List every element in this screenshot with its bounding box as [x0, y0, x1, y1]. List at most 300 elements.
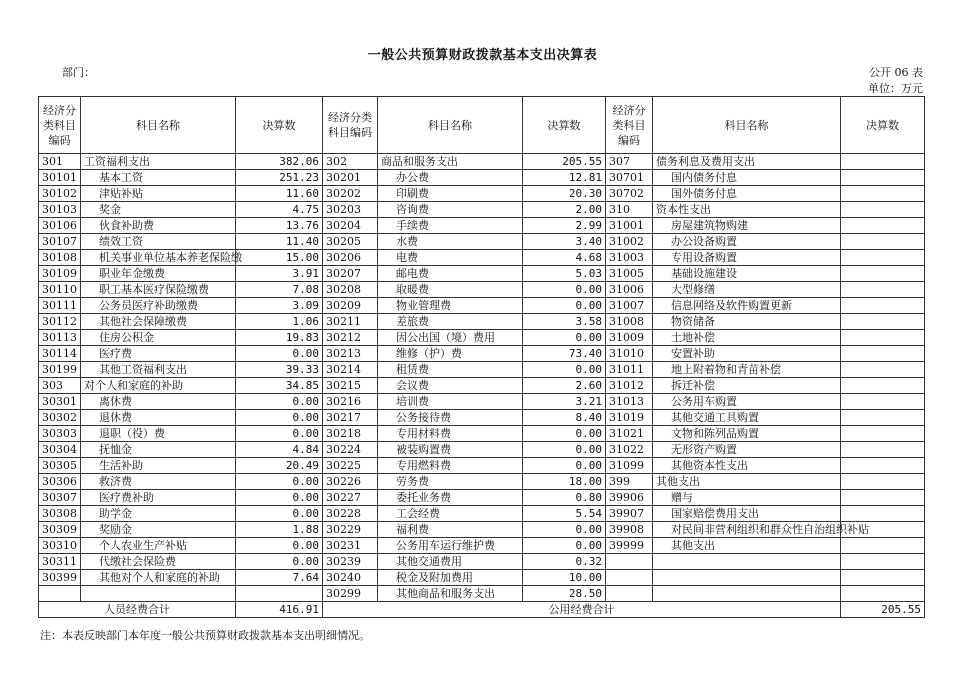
name-cell: 其他支出	[653, 474, 841, 490]
table-row	[39, 266, 925, 282]
name-cell: 拆迁补偿	[653, 378, 841, 394]
amount-cell: 3.91	[236, 266, 323, 282]
name-cell: 房屋建筑物购建	[653, 218, 841, 234]
amount-cell: 4.84	[236, 442, 323, 458]
code-cell: 30399	[39, 570, 81, 586]
header-name-3: 科目名称	[653, 97, 841, 154]
code-cell: 30113	[39, 330, 81, 346]
name-cell: 因公出国（境）费用	[378, 330, 523, 346]
table-row	[39, 490, 925, 506]
table-row	[39, 426, 925, 442]
amount-cell	[841, 314, 925, 330]
code-cell: 31002	[606, 234, 653, 250]
amount-cell	[841, 170, 925, 186]
name-cell: 差旅费	[378, 314, 523, 330]
amount-cell: 0.00	[236, 554, 323, 570]
name-cell: 公务用车运行维护费	[378, 538, 523, 554]
table-row	[39, 522, 925, 538]
amount-cell: 20.30	[523, 186, 606, 202]
code-cell: 30102	[39, 186, 81, 202]
code-cell: 39908	[606, 522, 653, 538]
table-header-row	[39, 97, 925, 154]
code-cell: 30702	[606, 186, 653, 202]
name-cell: 工资福利支出	[81, 154, 236, 170]
form-number: 公开 06 表	[869, 66, 923, 79]
amount-cell	[841, 506, 925, 522]
code-cell: 30228	[323, 506, 378, 522]
table-row	[39, 170, 925, 186]
table-row	[39, 314, 925, 330]
amount-cell	[841, 586, 925, 602]
name-cell: 办公设备购置	[653, 234, 841, 250]
name-cell: 奖励金	[81, 522, 236, 538]
code-cell: 30114	[39, 346, 81, 362]
code-cell: 30211	[323, 314, 378, 330]
amount-cell	[841, 218, 925, 234]
code-cell: 30304	[39, 442, 81, 458]
name-cell: 个人农业生产补贴	[81, 538, 236, 554]
name-cell: 土地补偿	[653, 330, 841, 346]
table-row	[39, 378, 925, 394]
amount-cell: 19.83	[236, 330, 323, 346]
name-cell: 伙食补助费	[81, 218, 236, 234]
amount-cell: 0.00	[523, 442, 606, 458]
table-row	[39, 346, 925, 362]
code-cell: 30209	[323, 298, 378, 314]
code-cell: 30216	[323, 394, 378, 410]
amount-cell: 18.00	[523, 474, 606, 490]
amount-cell: 3.09	[236, 298, 323, 314]
code-cell: 30109	[39, 266, 81, 282]
name-cell: 会议费	[378, 378, 523, 394]
code-cell: 30110	[39, 282, 81, 298]
amount-cell	[841, 362, 925, 378]
amount-cell: 0.00	[523, 362, 606, 378]
code-cell: 30299	[323, 586, 378, 602]
code-cell: 30107	[39, 234, 81, 250]
table-row	[39, 330, 925, 346]
name-cell: 办公费	[378, 170, 523, 186]
code-cell: 31021	[606, 426, 653, 442]
footnote: 注：本表反映部门本年度一般公共预算财政拨款基本支出明细情况。	[40, 629, 370, 642]
amount-cell	[841, 474, 925, 490]
code-cell: 30204	[323, 218, 378, 234]
code-cell: 30218	[323, 426, 378, 442]
unit-label: 单位：万元	[868, 82, 923, 95]
code-cell	[606, 586, 653, 602]
name-cell	[653, 586, 841, 602]
amount-cell	[841, 442, 925, 458]
name-cell: 被装购置费	[378, 442, 523, 458]
name-cell: 退职（役）费	[81, 426, 236, 442]
name-cell: 对民间非营利组织和群众性自治组织补贴	[653, 522, 841, 538]
code-cell: 31010	[606, 346, 653, 362]
name-cell: 职工基本医疗保险缴费	[81, 282, 236, 298]
code-cell: 30308	[39, 506, 81, 522]
name-cell: 租赁费	[378, 362, 523, 378]
table-row	[39, 362, 925, 378]
totals-row	[39, 602, 925, 618]
code-cell: 301	[39, 154, 81, 170]
name-cell: 水费	[378, 234, 523, 250]
name-cell: 医疗费补助	[81, 490, 236, 506]
amount-cell: 3.40	[523, 234, 606, 250]
code-cell: 31008	[606, 314, 653, 330]
name-cell: 离休费	[81, 394, 236, 410]
code-cell: 30225	[323, 458, 378, 474]
amount-cell: 0.00	[523, 458, 606, 474]
table-row	[39, 570, 925, 586]
code-cell: 30701	[606, 170, 653, 186]
name-cell: 公务接待费	[378, 410, 523, 426]
name-cell: 大型修缮	[653, 282, 841, 298]
code-cell: 30101	[39, 170, 81, 186]
code-cell: 302	[323, 154, 378, 170]
amount-cell: 13.76	[236, 218, 323, 234]
amount-cell	[841, 250, 925, 266]
amount-cell: 12.81	[523, 170, 606, 186]
amount-cell: 0.32	[523, 554, 606, 570]
code-cell: 30112	[39, 314, 81, 330]
amount-cell	[841, 346, 925, 362]
code-cell: 303	[39, 378, 81, 394]
name-cell: 福利费	[378, 522, 523, 538]
code-cell: 30203	[323, 202, 378, 218]
name-cell: 生活补助	[81, 458, 236, 474]
amount-cell: 0.00	[236, 490, 323, 506]
name-cell: 职业年金缴费	[81, 266, 236, 282]
name-cell: 专用设备购置	[653, 250, 841, 266]
amount-cell	[841, 538, 925, 554]
amount-cell: 8.40	[523, 410, 606, 426]
amount-cell: 0.00	[523, 426, 606, 442]
name-cell: 专用材料费	[378, 426, 523, 442]
table-row	[39, 218, 925, 234]
name-cell: 劳务费	[378, 474, 523, 490]
amount-cell: 2.00	[523, 202, 606, 218]
page-title: 一般公共预算财政拨款基本支出决算表	[367, 48, 598, 63]
name-cell: 电费	[378, 250, 523, 266]
code-cell: 30103	[39, 202, 81, 218]
amount-cell	[841, 266, 925, 282]
table-row	[39, 154, 925, 170]
code-cell: 30311	[39, 554, 81, 570]
amount-cell: 11.60	[236, 186, 323, 202]
table-row	[39, 186, 925, 202]
amount-cell: 7.08	[236, 282, 323, 298]
name-cell: 资本性支出	[653, 202, 841, 218]
name-cell: 文物和陈列品购置	[653, 426, 841, 442]
amount-cell	[841, 458, 925, 474]
code-cell: 30224	[323, 442, 378, 458]
amount-cell: 34.85	[236, 378, 323, 394]
name-cell: 代缴社会保险费	[81, 554, 236, 570]
name-cell: 工会经费	[378, 506, 523, 522]
code-cell	[39, 586, 81, 602]
amount-cell	[236, 586, 323, 602]
header-name-2: 科目名称	[378, 97, 523, 154]
name-cell: 其他对个人和家庭的补助	[81, 570, 236, 586]
amount-cell: 0.00	[236, 426, 323, 442]
code-cell: 30111	[39, 298, 81, 314]
amount-cell	[841, 426, 925, 442]
amount-cell	[841, 154, 925, 170]
table-row	[39, 298, 925, 314]
name-cell	[81, 586, 236, 602]
name-cell: 助学金	[81, 506, 236, 522]
amount-cell: 11.40	[236, 234, 323, 250]
amount-cell: 205.55	[523, 154, 606, 170]
code-cell: 30229	[323, 522, 378, 538]
public-total-label: 公用经费合计	[323, 602, 841, 618]
amount-cell: 0.00	[523, 330, 606, 346]
code-cell: 30207	[323, 266, 378, 282]
name-cell: 安置补助	[653, 346, 841, 362]
amount-cell	[841, 186, 925, 202]
name-cell: 培训费	[378, 394, 523, 410]
code-cell: 30310	[39, 538, 81, 554]
header-code-2: 经济分类科目编码	[323, 97, 378, 154]
amount-cell	[841, 378, 925, 394]
code-cell: 30212	[323, 330, 378, 346]
name-cell: 机关事业单位基本养老保险缴	[81, 250, 236, 266]
header-amount-2: 决算数	[523, 97, 606, 154]
amount-cell: 2.99	[523, 218, 606, 234]
code-cell: 30202	[323, 186, 378, 202]
code-cell: 39907	[606, 506, 653, 522]
code-cell: 30231	[323, 538, 378, 554]
name-cell: 其他社会保障缴费	[81, 314, 236, 330]
code-cell: 31001	[606, 218, 653, 234]
amount-cell: 0.00	[236, 394, 323, 410]
amount-cell	[841, 490, 925, 506]
amount-cell	[841, 282, 925, 298]
code-cell: 30108	[39, 250, 81, 266]
amount-cell: 0.00	[523, 298, 606, 314]
amount-cell	[841, 330, 925, 346]
code-cell: 30302	[39, 410, 81, 426]
amount-cell	[841, 298, 925, 314]
amount-cell: 0.00	[236, 346, 323, 362]
code-cell: 31012	[606, 378, 653, 394]
code-cell: 31022	[606, 442, 653, 458]
amount-cell: 28.50	[523, 586, 606, 602]
code-cell: 30205	[323, 234, 378, 250]
name-cell: 津贴补贴	[81, 186, 236, 202]
amount-cell: 39.33	[236, 362, 323, 378]
header-code-3: 经济分类科目编码	[606, 97, 653, 154]
amount-cell: 7.64	[236, 570, 323, 586]
code-cell: 30301	[39, 394, 81, 410]
code-cell	[606, 570, 653, 586]
code-cell: 31019	[606, 410, 653, 426]
name-cell: 取暖费	[378, 282, 523, 298]
amount-cell: 0.00	[523, 538, 606, 554]
amount-cell: 0.00	[236, 410, 323, 426]
amount-cell: 0.00	[236, 474, 323, 490]
name-cell: 无形资产购置	[653, 442, 841, 458]
name-cell: 委托业务费	[378, 490, 523, 506]
name-cell: 绩效工资	[81, 234, 236, 250]
table-row	[39, 586, 925, 602]
name-cell: 印刷费	[378, 186, 523, 202]
name-cell: 国外债务付息	[653, 186, 841, 202]
name-cell: 税金及附加费用	[378, 570, 523, 586]
name-cell: 医疗费	[81, 346, 236, 362]
code-cell: 30206	[323, 250, 378, 266]
code-cell: 30240	[323, 570, 378, 586]
name-cell: 其他支出	[653, 538, 841, 554]
amount-cell	[841, 570, 925, 586]
code-cell: 310	[606, 202, 653, 218]
amount-cell	[841, 234, 925, 250]
table-row	[39, 410, 925, 426]
code-cell: 30201	[323, 170, 378, 186]
amount-cell: 3.58	[523, 314, 606, 330]
name-cell: 物业管理费	[378, 298, 523, 314]
code-cell: 39999	[606, 538, 653, 554]
code-cell: 30215	[323, 378, 378, 394]
code-cell: 31006	[606, 282, 653, 298]
table-row	[39, 554, 925, 570]
code-cell: 399	[606, 474, 653, 490]
table-row	[39, 442, 925, 458]
amount-cell: 1.88	[236, 522, 323, 538]
code-cell: 30227	[323, 490, 378, 506]
name-cell: 退休费	[81, 410, 236, 426]
amount-cell: 5.03	[523, 266, 606, 282]
name-cell: 救济费	[81, 474, 236, 490]
code-cell: 30306	[39, 474, 81, 490]
name-cell: 专用燃料费	[378, 458, 523, 474]
code-cell: 31013	[606, 394, 653, 410]
code-cell: 30214	[323, 362, 378, 378]
name-cell: 维修（护）费	[378, 346, 523, 362]
code-cell: 39906	[606, 490, 653, 506]
name-cell: 手续费	[378, 218, 523, 234]
code-cell: 30226	[323, 474, 378, 490]
code-cell: 31011	[606, 362, 653, 378]
expenditure-table	[38, 96, 925, 618]
code-cell: 30309	[39, 522, 81, 538]
amount-cell: 0.00	[236, 506, 323, 522]
table-row	[39, 506, 925, 522]
amount-cell: 0.80	[523, 490, 606, 506]
amount-cell	[841, 554, 925, 570]
code-cell: 31099	[606, 458, 653, 474]
name-cell: 其他工资福利支出	[81, 362, 236, 378]
code-cell	[606, 554, 653, 570]
code-cell: 31007	[606, 298, 653, 314]
amount-cell: 0.00	[236, 538, 323, 554]
code-cell: 31003	[606, 250, 653, 266]
code-cell: 30208	[323, 282, 378, 298]
code-cell: 30217	[323, 410, 378, 426]
name-cell: 公务用车购置	[653, 394, 841, 410]
table-row	[39, 234, 925, 250]
code-cell: 30303	[39, 426, 81, 442]
name-cell: 公务员医疗补助缴费	[81, 298, 236, 314]
name-cell: 其他资本性支出	[653, 458, 841, 474]
amount-cell: 382.06	[236, 154, 323, 170]
name-cell: 奖金	[81, 202, 236, 218]
amount-cell	[841, 410, 925, 426]
personnel-total-label: 人员经费合计	[39, 602, 236, 618]
header-amount-3: 决算数	[841, 97, 925, 154]
code-cell: 30307	[39, 490, 81, 506]
amount-cell: 0.00	[523, 522, 606, 538]
name-cell: 国内债务付息	[653, 170, 841, 186]
name-cell: 基本工资	[81, 170, 236, 186]
header-code-1: 经济分类科目编码	[39, 97, 81, 154]
table-row	[39, 394, 925, 410]
code-cell: 30239	[323, 554, 378, 570]
table-row	[39, 538, 925, 554]
amount-cell: 2.60	[523, 378, 606, 394]
code-cell: 30305	[39, 458, 81, 474]
header-name-1: 科目名称	[81, 97, 236, 154]
amount-cell: 251.23	[236, 170, 323, 186]
amount-cell: 73.40	[523, 346, 606, 362]
public-total-value: 205.55	[841, 602, 925, 618]
amount-cell	[841, 202, 925, 218]
name-cell: 其他商品和服务支出	[378, 586, 523, 602]
table-row	[39, 202, 925, 218]
name-cell	[653, 570, 841, 586]
name-cell: 其他交通工具购置	[653, 410, 841, 426]
amount-cell: 20.49	[236, 458, 323, 474]
header-amount-1: 决算数	[236, 97, 323, 154]
name-cell: 信息网络及软件购置更新	[653, 298, 841, 314]
amount-cell: 3.21	[523, 394, 606, 410]
code-cell: 30106	[39, 218, 81, 234]
name-cell: 赠与	[653, 490, 841, 506]
amount-cell: 4.68	[523, 250, 606, 266]
name-cell: 基础设施建设	[653, 266, 841, 282]
code-cell: 307	[606, 154, 653, 170]
name-cell: 地上附着物和青苗补偿	[653, 362, 841, 378]
table-row	[39, 474, 925, 490]
amount-cell: 0.00	[523, 282, 606, 298]
name-cell: 债务利息及费用支出	[653, 154, 841, 170]
amount-cell: 1.06	[236, 314, 323, 330]
personnel-total-value: 416.91	[236, 602, 323, 618]
code-cell: 31009	[606, 330, 653, 346]
name-cell: 抚恤金	[81, 442, 236, 458]
name-cell: 其他交通费用	[378, 554, 523, 570]
name-cell: 咨询费	[378, 202, 523, 218]
table-row	[39, 250, 925, 266]
amount-cell: 5.54	[523, 506, 606, 522]
amount-cell: 4.75	[236, 202, 323, 218]
amount-cell: 10.00	[523, 570, 606, 586]
name-cell: 对个人和家庭的补助	[81, 378, 236, 394]
code-cell: 30213	[323, 346, 378, 362]
code-cell: 30199	[39, 362, 81, 378]
name-cell: 住房公积金	[81, 330, 236, 346]
table-row	[39, 282, 925, 298]
name-cell: 物资储备	[653, 314, 841, 330]
name-cell: 商品和服务支出	[378, 154, 523, 170]
department-label: 部门：	[62, 66, 95, 79]
amount-cell: 15.00	[236, 250, 323, 266]
amount-cell	[841, 394, 925, 410]
table-row	[39, 458, 925, 474]
name-cell: 邮电费	[378, 266, 523, 282]
name-cell	[653, 554, 841, 570]
name-cell: 国家赔偿费用支出	[653, 506, 841, 522]
code-cell: 31005	[606, 266, 653, 282]
